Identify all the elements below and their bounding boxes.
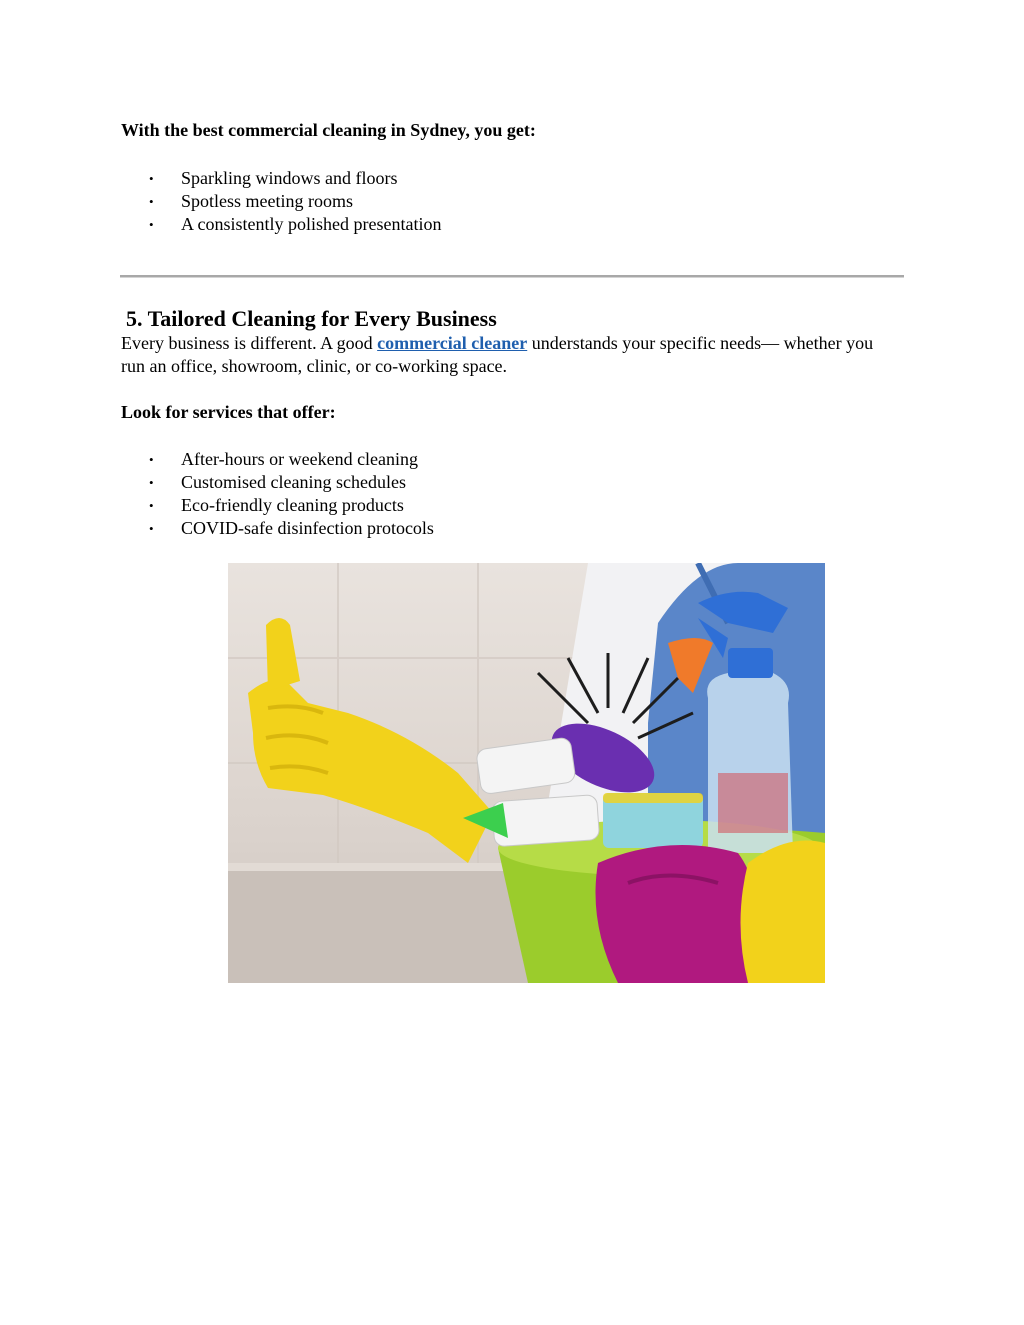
list-item <box>121 517 434 540</box>
section-paragraph <box>121 332 881 378</box>
bullet-icon: • <box>149 452 154 467</box>
list-item <box>121 213 441 236</box>
list-item-label: After-hours or weekend cleaning <box>181 449 419 469</box>
benefits-list <box>121 167 441 236</box>
list-item <box>121 190 441 213</box>
bullet-icon: • <box>149 217 154 232</box>
services-list <box>121 448 434 540</box>
horizontal-divider <box>120 275 904 278</box>
list-item-label: Eco-friendly cleaning products <box>181 495 404 515</box>
commercial-cleaner-link[interactable]: commercial cleaner <box>377 333 528 353</box>
bullet-icon: • <box>149 475 154 490</box>
list-item <box>121 494 434 517</box>
list-item-label: Customised cleaning schedules <box>181 472 406 492</box>
cleaning-supplies-photo <box>228 563 825 983</box>
list-item <box>121 471 434 494</box>
list-item-label: COVID-safe disinfection protocols <box>181 518 434 538</box>
bullet-icon: • <box>149 521 154 536</box>
cleaning-supplies-thumbs-up-icon <box>228 563 825 983</box>
bullet-icon: • <box>149 498 154 513</box>
list-item <box>121 448 434 471</box>
look-for-heading: Look for services that offer: <box>121 402 336 422</box>
list-item-label: Sparkling windows and floors <box>181 168 398 188</box>
list-item <box>121 167 441 190</box>
paragraph-text-start: Every business is different. A good <box>121 333 378 353</box>
paragraph-text-end: understands your specific needs— whether you run an office, showroom, clinic, or co-working space. <box>121 333 874 376</box>
bullet-icon: • <box>149 194 154 209</box>
section-heading: 5. Tailored Cleaning for Every Business <box>126 306 497 331</box>
bullet-icon: • <box>149 171 154 186</box>
intro-text: With the best commercial cleaning in Sydney, you get: <box>121 120 536 140</box>
list-item-label: A consistently polished presentation <box>181 214 442 234</box>
list-item-label: Spotless meeting rooms <box>181 191 353 211</box>
